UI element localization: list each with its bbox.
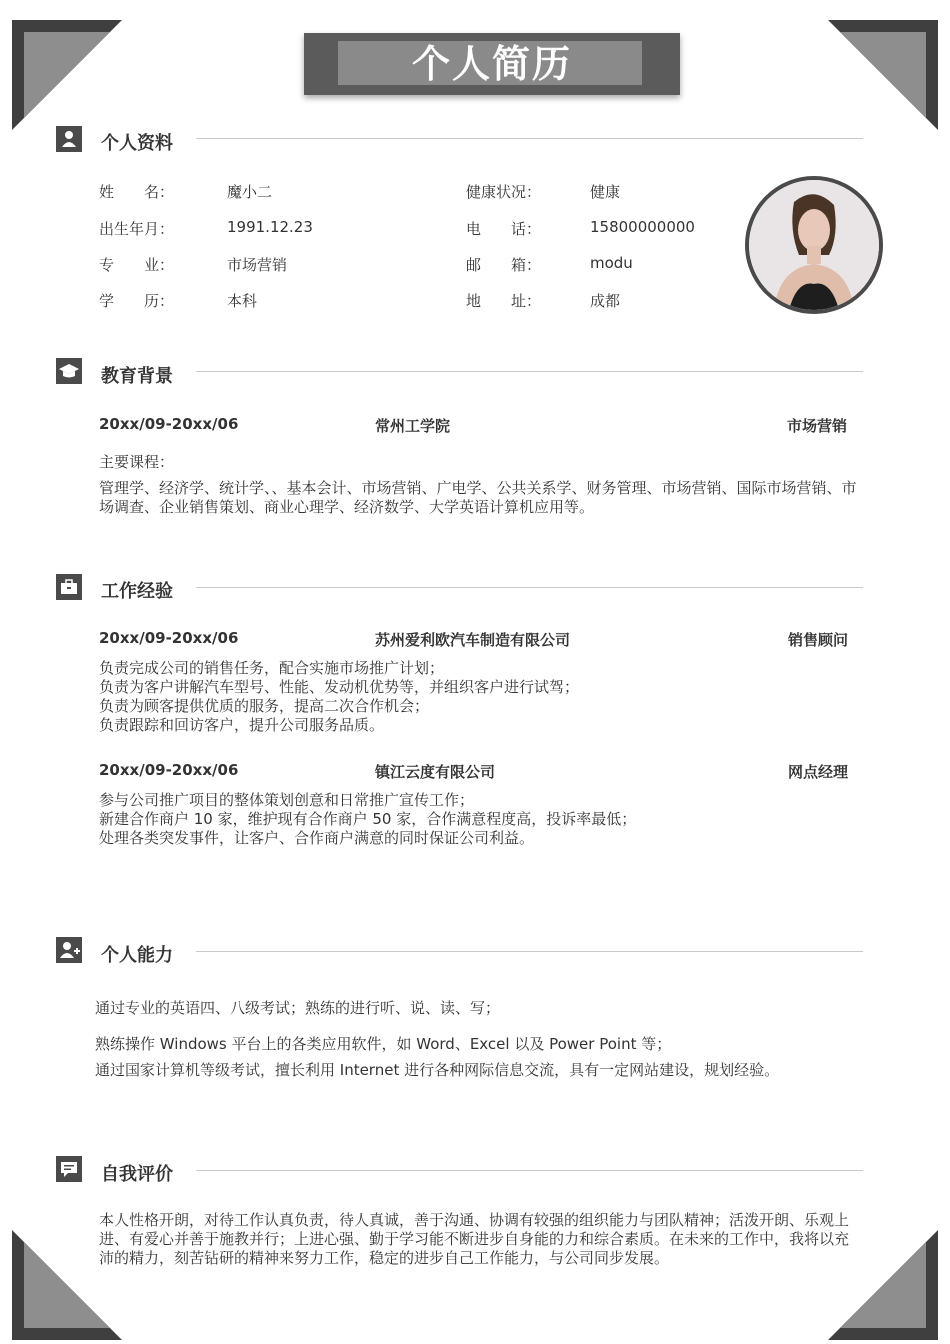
briefcase-icon	[56, 574, 82, 600]
work-period: 20xx/09-20xx/06	[99, 629, 239, 647]
user-icon	[56, 126, 82, 152]
email-label: 邮 箱：	[466, 256, 542, 274]
skill-item: 通过专业的英语四、八级考试；熟练的进行听、说、读、写；	[95, 999, 501, 1017]
work-duty: 负责跟踪和回访客户，提升公司服务品质。	[99, 716, 385, 734]
page-title: 个人简历	[411, 42, 572, 86]
work-period: 20xx/09-20xx/06	[99, 761, 239, 779]
email-value: modu	[590, 254, 633, 272]
work-role: 网点经理	[788, 763, 849, 781]
work-duty: 负责完成公司的销售任务，配合实施市场推广计划；	[99, 659, 445, 677]
self-eval-text: 本人性格开朗，对待工作认真负责，待人真诚，善于沟通、协调有较强的组织能力与团队精神；活泼开朗、乐观上进、有爱心并善于施教并行；上进心强、勤于学习能不断进步自身能的力和综合素质。在未来的工作中，我将以充沛的精力，刻苦钻研的精神来努力工作，稳定的进步自己工作能力，与公司同步发展。	[99, 1211, 850, 1267]
section-divider	[196, 587, 863, 588]
work-role: 销售顾问	[788, 631, 849, 649]
name-value: 魔小二	[227, 183, 273, 201]
health-label: 健康状况：	[466, 183, 542, 201]
work-duty: 参与公司推广项目的整体策划创意和日常推广宣传工作；	[99, 791, 475, 809]
skill-item: 熟练操作 Windows 平台上的各类应用软件，如 Word、Excel 以及 Power Point 等；	[95, 1035, 672, 1053]
phone-label: 电 话：	[466, 220, 542, 238]
edu-major: 市场营销	[787, 417, 848, 435]
edu-school: 常州工学院	[375, 417, 451, 435]
section-title-profile: 个人资料	[101, 133, 173, 154]
major-value: 市场营销	[227, 256, 288, 274]
name-label: 姓 名：	[99, 183, 175, 201]
graduation-cap-icon	[56, 358, 82, 384]
avatar	[745, 176, 883, 314]
corner-decoration-top-right	[820, 0, 950, 140]
major-label: 专 业：	[99, 256, 175, 274]
birth-label: 出生年月：	[99, 220, 175, 238]
section-divider	[196, 138, 863, 139]
address-value: 成都	[590, 292, 621, 310]
degree-label: 学 历：	[99, 292, 175, 310]
courses-text: 管理学、经济学、统计学、、基本会计、市场营销、广电学、公共关系学、财务管理、市场营销、国际市场营销、市场调查、企业销售策划、商业心理学、经济数学、大学英语计算机应用等。	[99, 479, 857, 516]
corner-decoration-top-left	[0, 0, 130, 140]
work-duty: 负责为客户讲解汽车型号、性能、发动机优势等，并组织客户进行试驾；	[99, 678, 580, 696]
work-duty: 新建合作商户 10 家，维护现有合作商户 50 家，合作满意程度高，投诉率最低；	[99, 810, 637, 828]
section-title-work: 工作经验	[101, 581, 173, 602]
address-label: 地 址：	[466, 292, 542, 310]
section-title-skills: 个人能力	[101, 945, 173, 966]
section-divider	[196, 951, 863, 952]
work-company: 苏州爱利欧汽车制造有限公司	[375, 631, 571, 649]
section-title-self-eval: 自我评价	[101, 1164, 173, 1185]
work-company: 镇江云度有限公司	[375, 763, 496, 781]
section-divider	[196, 1170, 863, 1171]
work-duty: 负责为顾客提供优质的服务，提高二次合作机会；	[99, 697, 430, 715]
skill-item: 通过国家计算机等级考试，擅长利用 Internet 进行各种网际信息交流，具有一定网站建设，规划经验。	[95, 1061, 780, 1079]
edu-period: 20xx/09-20xx/06	[99, 415, 239, 433]
degree-value: 本科	[227, 292, 258, 310]
work-duty: 处理各类突发事件，让客户、合作商户满意的同时保证公司利益。	[99, 829, 535, 847]
health-value: 健康	[590, 183, 621, 201]
section-title-education: 教育背景	[101, 366, 173, 387]
section-divider	[196, 371, 863, 372]
phone-value: 15800000000	[590, 218, 695, 236]
user-plus-icon	[56, 937, 82, 963]
birth-value: 1991.12.23	[227, 218, 313, 236]
courses-label: 主要课程：	[99, 453, 175, 471]
comment-icon	[56, 1156, 82, 1182]
